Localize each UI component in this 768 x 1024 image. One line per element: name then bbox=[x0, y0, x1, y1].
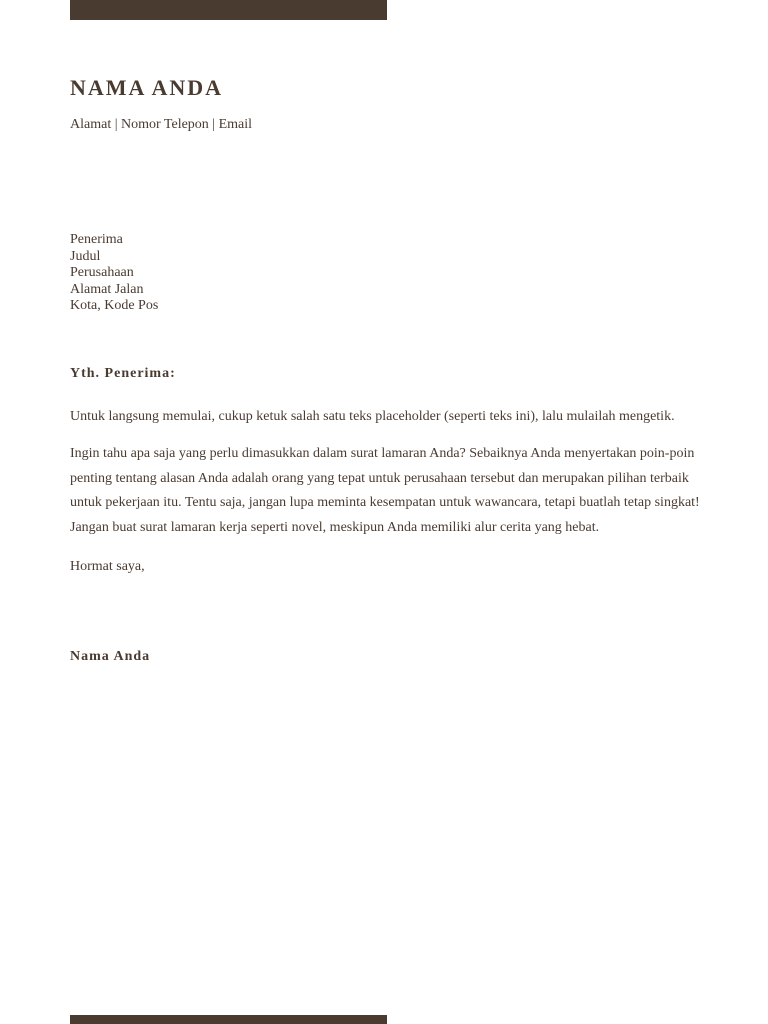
recipient-name-line[interactable]: Penerima bbox=[70, 232, 123, 247]
sender-name-heading[interactable]: NAMA ANDA bbox=[70, 75, 224, 100]
bottom-accent-bar bbox=[70, 1015, 387, 1024]
recipient-company-line[interactable]: Perusahaan bbox=[70, 265, 134, 280]
letter-closing[interactable]: Hormat saya, bbox=[70, 559, 145, 574]
recipient-street-line[interactable]: Alamat Jalan bbox=[70, 281, 144, 297]
letter-paragraph-1[interactable]: Untuk langsung memulai, cukup ketuk salah satu teks placeholder (seperti teks ini), lalu mulailah mengetik. bbox=[70, 409, 675, 424]
sender-contact-line[interactable]: Alamat | Nomor Telepon | Email bbox=[70, 117, 253, 132]
letter-salutation[interactable]: Yth. Penerima: bbox=[70, 366, 176, 381]
letter-paragraph-2[interactable]: Ingin tahu apa saja yang perlu dimasukkan dalam surat lamaran Anda? Sebaiknya Anda menyertakan poin-poin penting tentang alasan Anda adalah orang yang tepat untuk perusahaan tersebut dan merupakan pilihan terbaik untuk pekerjaan itu. Tentu saja, jangan lupa meminta kesempatan untuk wawancara, tetapi buatlah tetap singkat! Jangan buat surat lamaran kerja seperti novel, meskipun Anda memiliki alur cerita yang hebat. bbox=[70, 446, 700, 535]
signature-name[interactable]: Nama Anda bbox=[70, 649, 151, 664]
recipient-title-line[interactable]: Judul bbox=[70, 248, 101, 264]
recipient-city-line[interactable]: Kota, Kode Pos bbox=[70, 298, 159, 313]
recipient-address-block[interactable] bbox=[70, 232, 158, 315]
top-accent-bar bbox=[70, 0, 387, 20]
